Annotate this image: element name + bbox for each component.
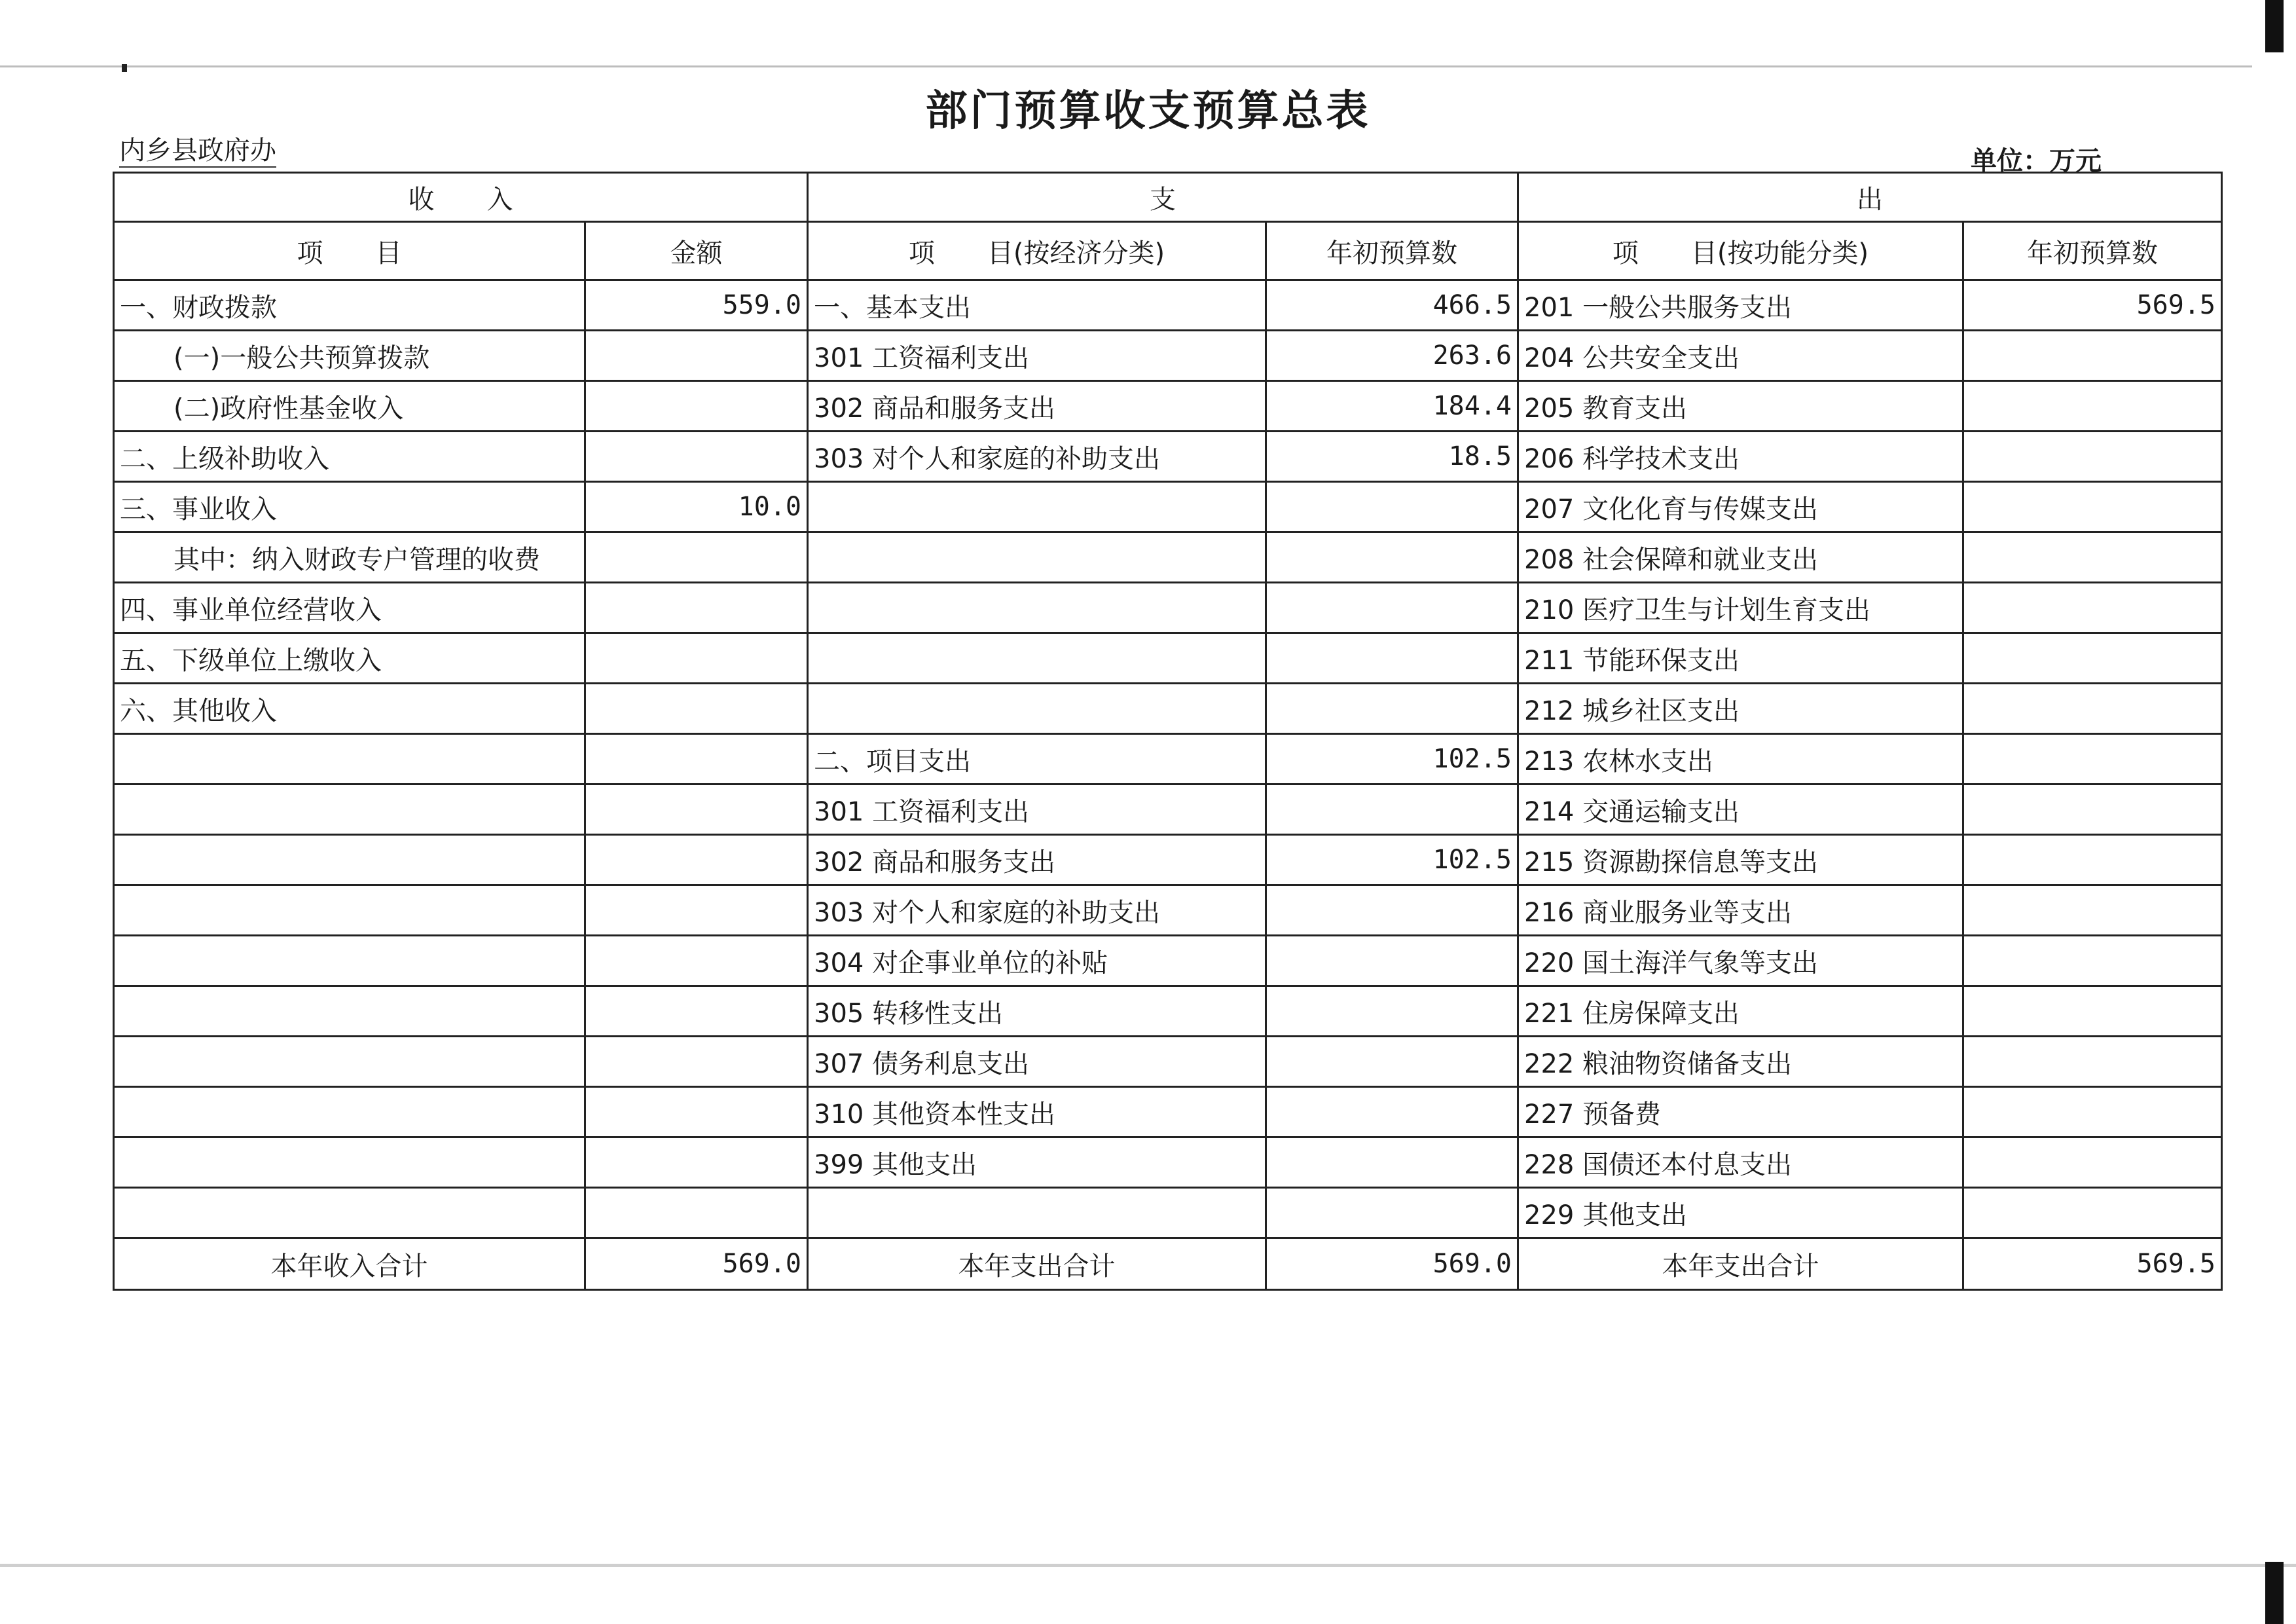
func-budget-cell xyxy=(1963,381,2222,432)
income-amount-cell xyxy=(585,936,808,986)
income-item-cell xyxy=(114,734,585,784)
table-row xyxy=(114,1087,2222,1137)
table-row xyxy=(114,1137,2222,1188)
func-budget-cell: 569.5 xyxy=(1963,280,2222,331)
econ-budget-cell: 184.4 xyxy=(1266,381,1518,432)
func-item-cell: 205 教育支出 xyxy=(1518,381,1963,432)
income-amount-cell xyxy=(585,1087,808,1137)
func-budget-cell xyxy=(1963,885,2222,936)
income-item-cell: 一、财政拨款 xyxy=(114,280,585,331)
econ-item-cell: 307 债务利息支出 xyxy=(808,1037,1266,1087)
column-header-row xyxy=(114,222,2222,280)
table-row xyxy=(114,280,2222,331)
func-budget-cell xyxy=(1963,432,2222,482)
income-total-label: 本年收入合计 xyxy=(114,1238,585,1290)
income-item-cell: 五、下级单位上缴收入 xyxy=(114,633,585,684)
income-amount-cell xyxy=(585,331,808,381)
func-item-cell: 220 国土海洋气象等支出 xyxy=(1518,936,1963,986)
scan-line-bottom xyxy=(0,1564,2296,1567)
group-header-row xyxy=(114,173,2222,222)
func-budget-cell xyxy=(1963,835,2222,885)
econ-budget-cell: 466.5 xyxy=(1266,280,1518,331)
func-item-cell: 215 资源勘探信息等支出 xyxy=(1518,835,1963,885)
econ-item-cell xyxy=(808,482,1266,532)
income-item-cell: (一)一般公共预算拨款 xyxy=(114,331,585,381)
econ-budget-cell xyxy=(1266,986,1518,1037)
table-row xyxy=(114,331,2222,381)
func-item-cell: 221 住房保障支出 xyxy=(1518,986,1963,1037)
income-amount-cell xyxy=(585,734,808,784)
header-func-item: 项 目(按功能分类) xyxy=(1518,222,1963,280)
func-item-cell: 208 社会保障和就业支出 xyxy=(1518,532,1963,583)
table-row xyxy=(114,835,2222,885)
func-budget-cell xyxy=(1963,482,2222,532)
header-econ-budget: 年初预算数 xyxy=(1266,222,1518,280)
econ-item-cell: 302 商品和服务支出 xyxy=(808,381,1266,432)
econ-budget-cell xyxy=(1266,633,1518,684)
econ-item-cell: 399 其他支出 xyxy=(808,1137,1266,1188)
func-item-cell: 211 节能环保支出 xyxy=(1518,633,1963,684)
econ-budget-cell xyxy=(1266,684,1518,734)
econ-budget-cell xyxy=(1266,1188,1518,1238)
econ-item-cell: 302 商品和服务支出 xyxy=(808,835,1266,885)
func-budget-cell xyxy=(1963,684,2222,734)
income-amount-cell: 559.0 xyxy=(585,280,808,331)
func-item-cell: 204 公共安全支出 xyxy=(1518,331,1963,381)
func-total-label: 本年支出合计 xyxy=(1518,1238,1963,1290)
func-budget-cell xyxy=(1963,532,2222,583)
econ-item-cell: 一、基本支出 xyxy=(808,280,1266,331)
econ-budget-cell: 102.5 xyxy=(1266,734,1518,784)
income-total-amount: 569.0 xyxy=(585,1238,808,1290)
econ-item-cell: 301 工资福利支出 xyxy=(808,784,1266,835)
func-budget-cell xyxy=(1963,331,2222,381)
econ-item-cell: 303 对个人和家庭的补助支出 xyxy=(808,432,1266,482)
econ-total-amount: 569.0 xyxy=(1266,1238,1518,1290)
econ-budget-cell xyxy=(1266,1037,1518,1087)
func-budget-cell xyxy=(1963,1137,2222,1188)
income-item-cell xyxy=(114,986,585,1037)
income-amount-cell xyxy=(585,684,808,734)
econ-budget-cell xyxy=(1266,885,1518,936)
scan-tick-mark xyxy=(122,64,127,72)
econ-item-cell xyxy=(808,583,1266,633)
income-amount-cell xyxy=(585,432,808,482)
income-group-header: 收 入 xyxy=(114,173,808,222)
econ-budget-cell xyxy=(1266,936,1518,986)
econ-item-cell: 303 对个人和家庭的补助支出 xyxy=(808,885,1266,936)
econ-item-cell xyxy=(808,532,1266,583)
income-amount-cell xyxy=(585,1137,808,1188)
income-item-cell xyxy=(114,1037,585,1087)
income-item-cell: 六、其他收入 xyxy=(114,684,585,734)
expense-group-header-left: 支 xyxy=(808,173,1518,222)
func-item-cell: 201 一般公共服务支出 xyxy=(1518,280,1963,331)
table-row xyxy=(114,936,2222,986)
econ-budget-cell: 18.5 xyxy=(1266,432,1518,482)
income-amount-cell xyxy=(585,986,808,1037)
table-row xyxy=(114,684,2222,734)
func-item-cell: 210 医疗卫生与计划生育支出 xyxy=(1518,583,1963,633)
income-amount-cell xyxy=(585,835,808,885)
econ-item-cell xyxy=(808,684,1266,734)
scan-edge-mark-bottom xyxy=(2265,1562,2284,1624)
econ-item-cell: 二、项目支出 xyxy=(808,734,1266,784)
income-item-cell xyxy=(114,835,585,885)
income-item-cell xyxy=(114,1137,585,1188)
income-amount-cell: 10.0 xyxy=(585,482,808,532)
func-total-amount: 569.5 xyxy=(1963,1238,2222,1290)
header-econ-item: 项 目(按经济分类) xyxy=(808,222,1266,280)
income-amount-cell xyxy=(585,885,808,936)
table-row xyxy=(114,633,2222,684)
econ-total-label: 本年支出合计 xyxy=(808,1238,1266,1290)
organization-name: 内乡县政府办 xyxy=(119,135,276,168)
func-item-cell: 227 预备费 xyxy=(1518,1087,1963,1137)
econ-budget-cell xyxy=(1266,482,1518,532)
econ-item-cell: 310 其他资本性支出 xyxy=(808,1087,1266,1137)
econ-item-cell: 305 转移性支出 xyxy=(808,986,1266,1037)
income-amount-cell xyxy=(585,633,808,684)
econ-budget-cell xyxy=(1266,1137,1518,1188)
econ-item-cell: 301 工资福利支出 xyxy=(808,331,1266,381)
income-amount-cell xyxy=(585,1037,808,1087)
income-item-cell: 四、事业单位经营收入 xyxy=(114,583,585,633)
document-title: 部门预算收支预算总表 xyxy=(925,87,1371,136)
func-budget-cell xyxy=(1963,734,2222,784)
table-row xyxy=(114,885,2222,936)
income-amount-cell xyxy=(585,532,808,583)
econ-budget-cell xyxy=(1266,583,1518,633)
header-income-item: 项 目 xyxy=(114,222,585,280)
func-budget-cell xyxy=(1963,583,2222,633)
func-budget-cell xyxy=(1963,1087,2222,1137)
income-item-cell xyxy=(114,885,585,936)
func-item-cell: 213 农林水支出 xyxy=(1518,734,1963,784)
expense-group-header-right: 出 xyxy=(1518,173,2222,222)
func-budget-cell xyxy=(1963,1188,2222,1238)
econ-item-cell: 304 对企事业单位的补贴 xyxy=(808,936,1266,986)
income-item-cell xyxy=(114,1188,585,1238)
func-budget-cell xyxy=(1963,633,2222,684)
table-row xyxy=(114,532,2222,583)
income-amount-cell xyxy=(585,784,808,835)
func-budget-cell xyxy=(1963,784,2222,835)
income-item-cell xyxy=(114,784,585,835)
func-item-cell: 229 其他支出 xyxy=(1518,1188,1963,1238)
income-item-cell: 其中：纳入财政专户管理的收费 xyxy=(114,532,585,583)
econ-budget-cell: 263.6 xyxy=(1266,331,1518,381)
table-row xyxy=(114,432,2222,482)
table-row xyxy=(114,381,2222,432)
func-item-cell: 206 科学技术支出 xyxy=(1518,432,1963,482)
table-row xyxy=(114,734,2222,784)
econ-budget-cell xyxy=(1266,784,1518,835)
econ-budget-cell xyxy=(1266,1087,1518,1137)
table-row xyxy=(114,1188,2222,1238)
func-item-cell: 216 商业服务业等支出 xyxy=(1518,885,1963,936)
unit-label: 单位：万元 xyxy=(1971,146,2102,176)
func-item-cell: 228 国债还本付息支出 xyxy=(1518,1137,1963,1188)
income-amount-cell xyxy=(585,1188,808,1238)
func-item-cell: 207 文化化育与传媒支出 xyxy=(1518,482,1963,532)
table-row xyxy=(114,1037,2222,1087)
income-item-cell: (二)政府性基金收入 xyxy=(114,381,585,432)
income-amount-cell xyxy=(585,381,808,432)
func-item-cell: 212 城乡社区支出 xyxy=(1518,684,1963,734)
header-func-budget: 年初预算数 xyxy=(1963,222,2222,280)
func-budget-cell xyxy=(1963,936,2222,986)
table-row xyxy=(114,784,2222,835)
header-income-amount: 金额 xyxy=(585,222,808,280)
income-item-cell: 二、上级补助收入 xyxy=(114,432,585,482)
income-item-cell xyxy=(114,1087,585,1137)
income-amount-cell xyxy=(585,583,808,633)
scan-edge-mark-top xyxy=(2265,0,2284,52)
econ-item-cell xyxy=(808,633,1266,684)
func-item-cell: 222 粮油物资储备支出 xyxy=(1518,1037,1963,1087)
table-row xyxy=(114,482,2222,532)
econ-item-cell xyxy=(808,1188,1266,1238)
econ-budget-cell xyxy=(1266,532,1518,583)
scan-line-top xyxy=(0,65,2252,67)
budget-summary-table xyxy=(113,172,2223,1291)
func-budget-cell xyxy=(1963,1037,2222,1087)
table-row xyxy=(114,583,2222,633)
totals-row xyxy=(114,1238,2222,1290)
table-row xyxy=(114,986,2222,1037)
income-item-cell: 三、事业收入 xyxy=(114,482,585,532)
econ-budget-cell: 102.5 xyxy=(1266,835,1518,885)
func-budget-cell xyxy=(1963,986,2222,1037)
income-item-cell xyxy=(114,936,585,986)
func-item-cell: 214 交通运输支出 xyxy=(1518,784,1963,835)
